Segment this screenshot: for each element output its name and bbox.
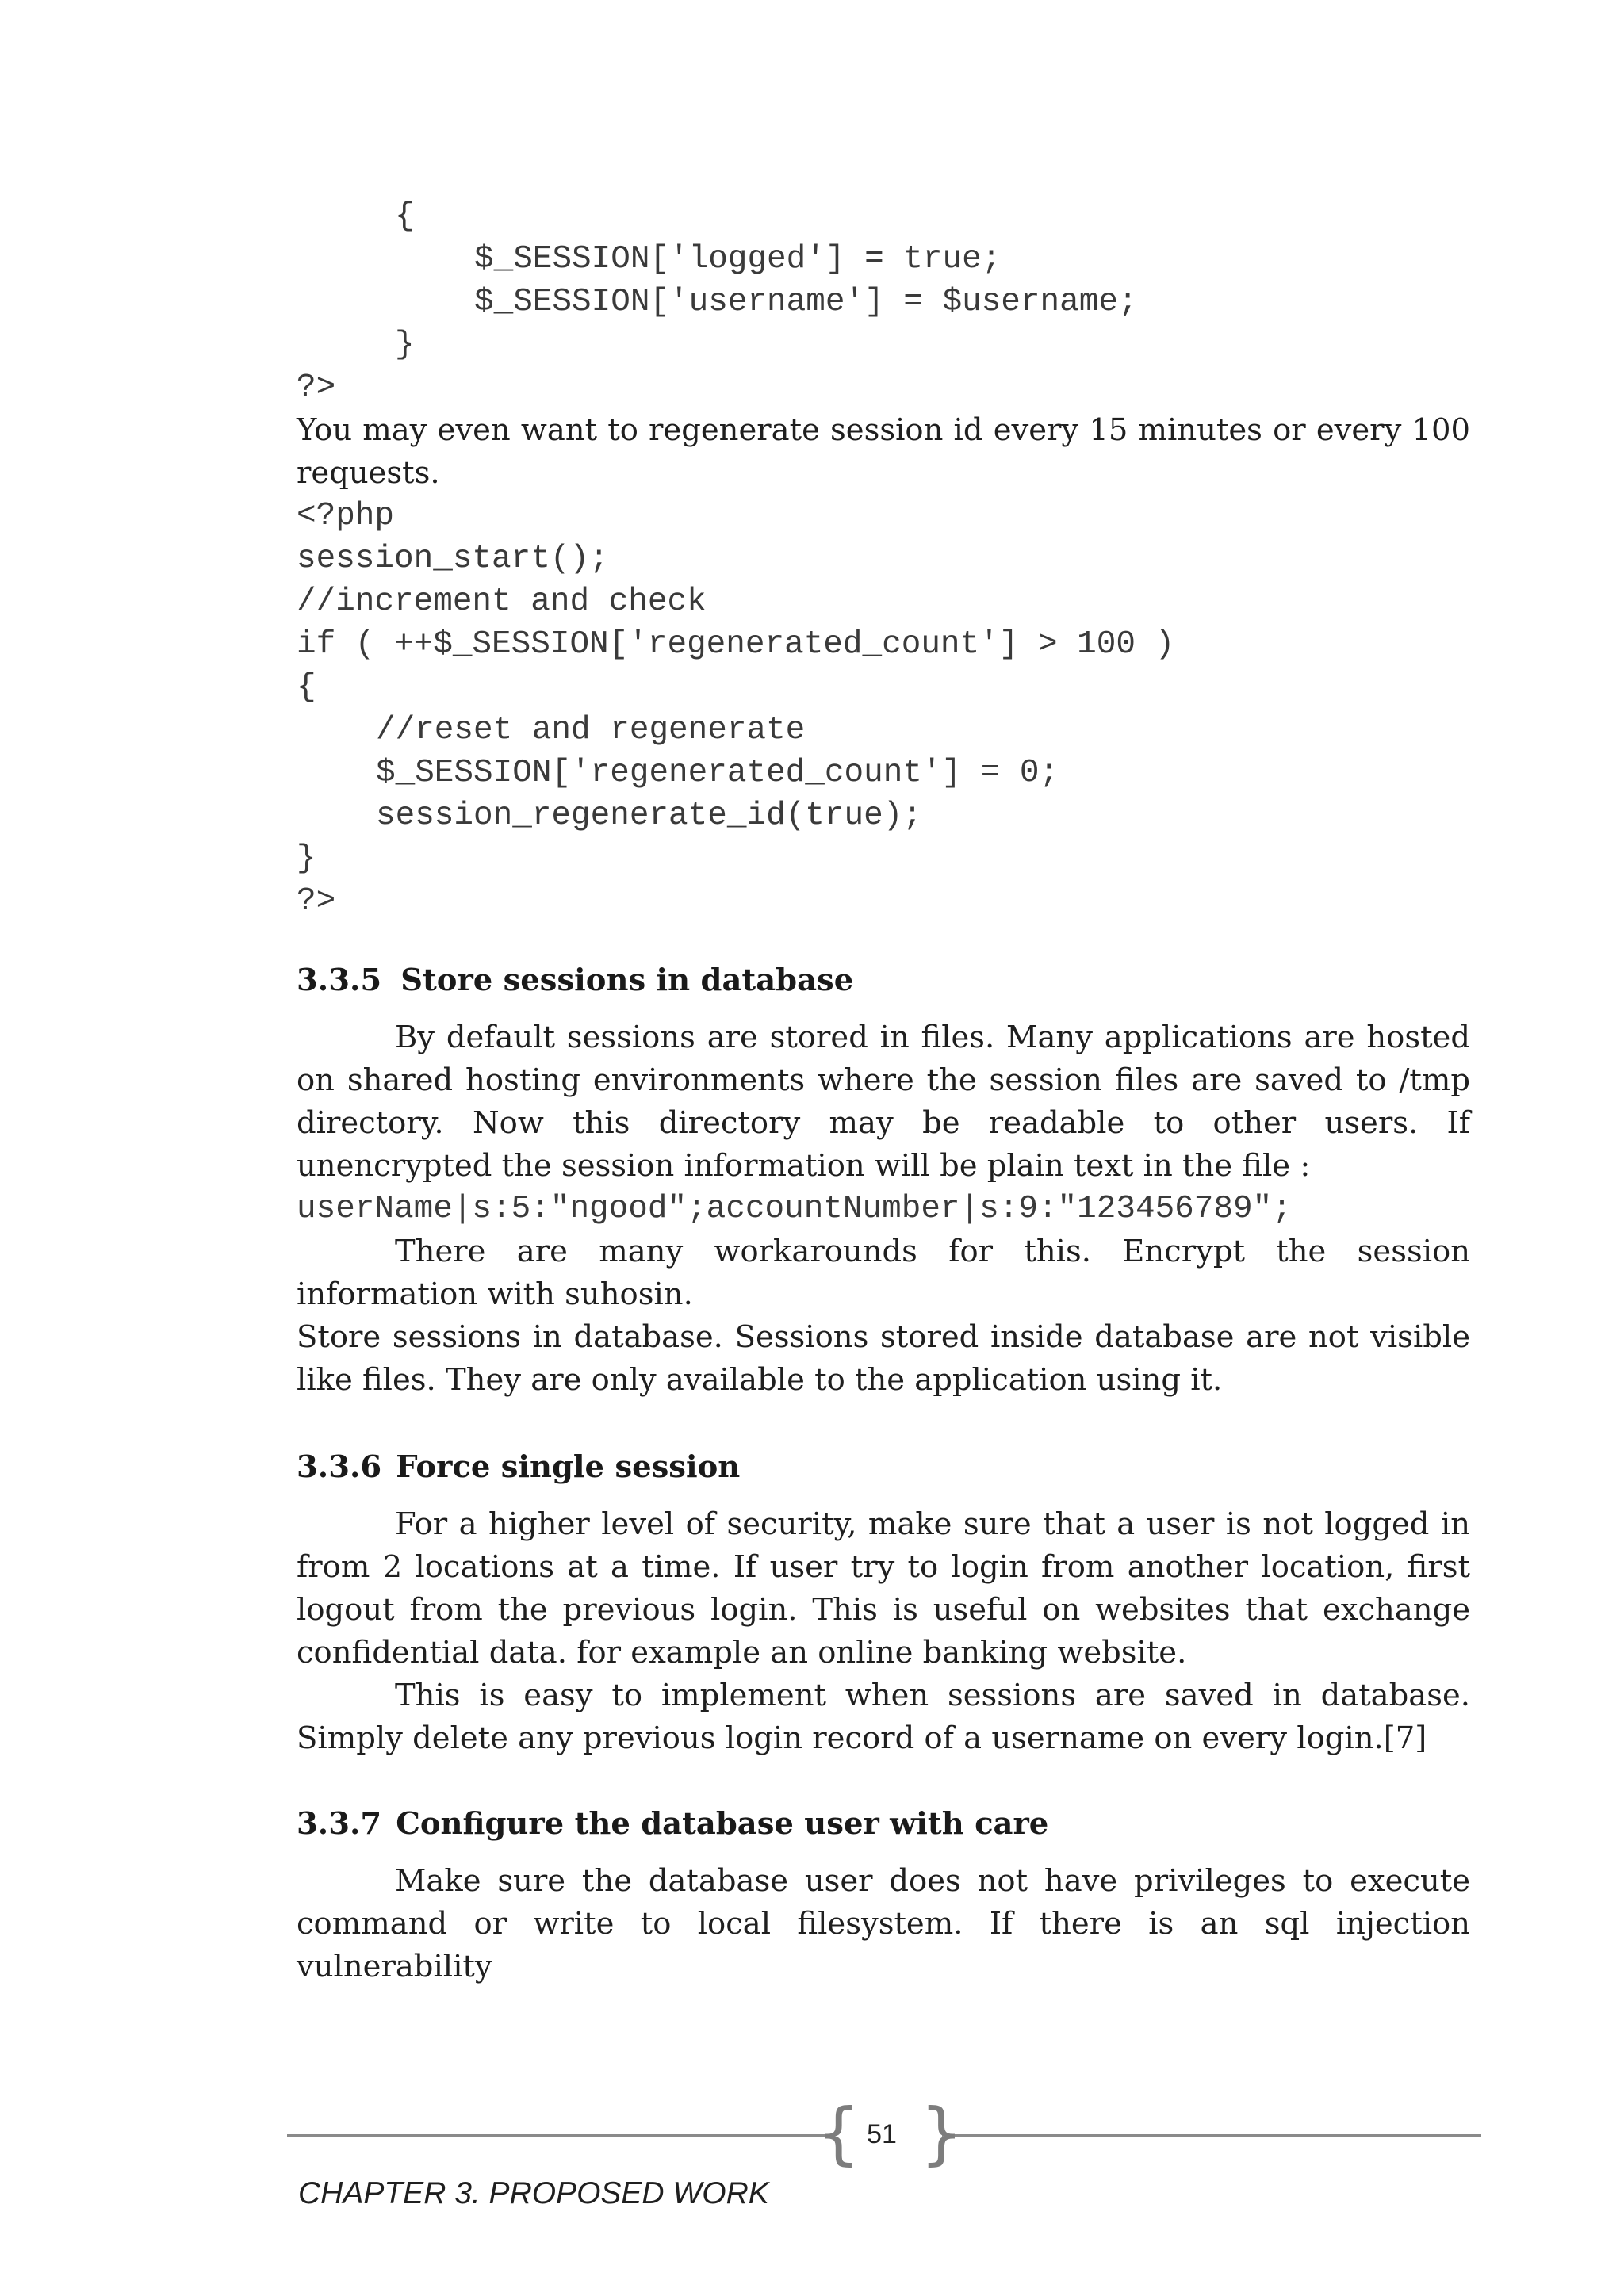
code-line: <?php <box>297 498 395 534</box>
code-line: session_regenerate_id(true); <box>376 798 922 834</box>
code-line: $_SESSION['logged'] = true; <box>474 241 1002 277</box>
code-line: //reset and regenerate <box>376 712 806 748</box>
footer-rule-right <box>942 2134 1481 2137</box>
paragraph-text: This is easy to implement when sessions are saved in database. Simply delete any previous login record of a username on every login.[7] <box>297 1678 1470 1756</box>
footer-rule-left <box>287 2134 829 2137</box>
section-title: Force single session <box>396 1449 741 1485</box>
section-body-3-3-6 <box>297 1503 1470 1760</box>
paragraph-text: Store sessions in database. Sessions stored inside database are not visible like files. They are only available to the application using it. <box>297 1319 1470 1398</box>
section-heading-3-3-7 <box>297 1803 1048 1846</box>
section-body-3-3-7 <box>297 1860 1470 1988</box>
right-brace-icon: } <box>920 2094 963 2173</box>
paragraph-text: You may even want to regenerate session id every 15 minutes or every 100 requests. <box>297 412 1470 491</box>
code-line: ?> <box>297 369 336 406</box>
paragraph-text: Make sure the database user does not have privileges to execute command or write to local filesystem. If there is an sql injection vulnerability <box>297 1863 1470 1984</box>
chapter-footer: CHAPTER 3. PROPOSED WORK <box>298 2176 769 2210</box>
code-line: ?> <box>297 883 336 920</box>
code-line: session_start(); <box>297 541 609 577</box>
paragraph-text: By default sessions are stored in files. Many applications are hosted on shared hosting environments where the session files are saved to /tmp directory. Now this directory may be readable to other users. If unencrypted the session information will be plain text in the file : <box>297 1020 1470 1184</box>
paragraph-text: For a higher level of security, make sure that a user is not logged in from 2 locations at a time. If user try to login from another location, first logout from the previous login. This is useful on websites that exchange confidential data. for example an online banking website. <box>297 1506 1470 1670</box>
code-line: $_SESSION['username'] = $username; <box>474 284 1138 320</box>
paragraph-text: There are many workarounds for this. Encrypt the session information with suhosin. <box>297 1234 1470 1312</box>
section-number: 3.3.6 <box>297 1449 382 1485</box>
section-number: 3.3.7 <box>297 1806 382 1842</box>
page-number: 51 <box>867 2119 897 2149</box>
code-line: if ( ++$_SESSION['regenerated_count'] > 100 ) <box>297 626 1175 663</box>
paragraph-regenerate <box>297 409 1470 495</box>
section-number: 3.3.5 <box>297 962 382 998</box>
code-line: $_SESSION['regenerated_count'] = 0; <box>376 755 1059 791</box>
left-brace-icon: { <box>817 2094 860 2173</box>
section-title: Store sessions in database <box>400 962 854 998</box>
code-line: } <box>395 327 415 363</box>
code-line: //increment and check <box>297 584 707 620</box>
section-body-3-3-5 <box>297 1016 1470 1402</box>
code-line: { <box>297 669 316 706</box>
code-line-session-file: userName|s:5:"ngood";accountNumber|s:9:"123456789"; <box>297 1191 1292 1227</box>
code-line: { <box>395 198 415 235</box>
section-heading-3-3-6 <box>297 1446 740 1489</box>
code-line: } <box>297 840 316 877</box>
section-title: Configure the database user with care <box>396 1806 1049 1842</box>
section-heading-3-3-5 <box>297 959 853 1002</box>
